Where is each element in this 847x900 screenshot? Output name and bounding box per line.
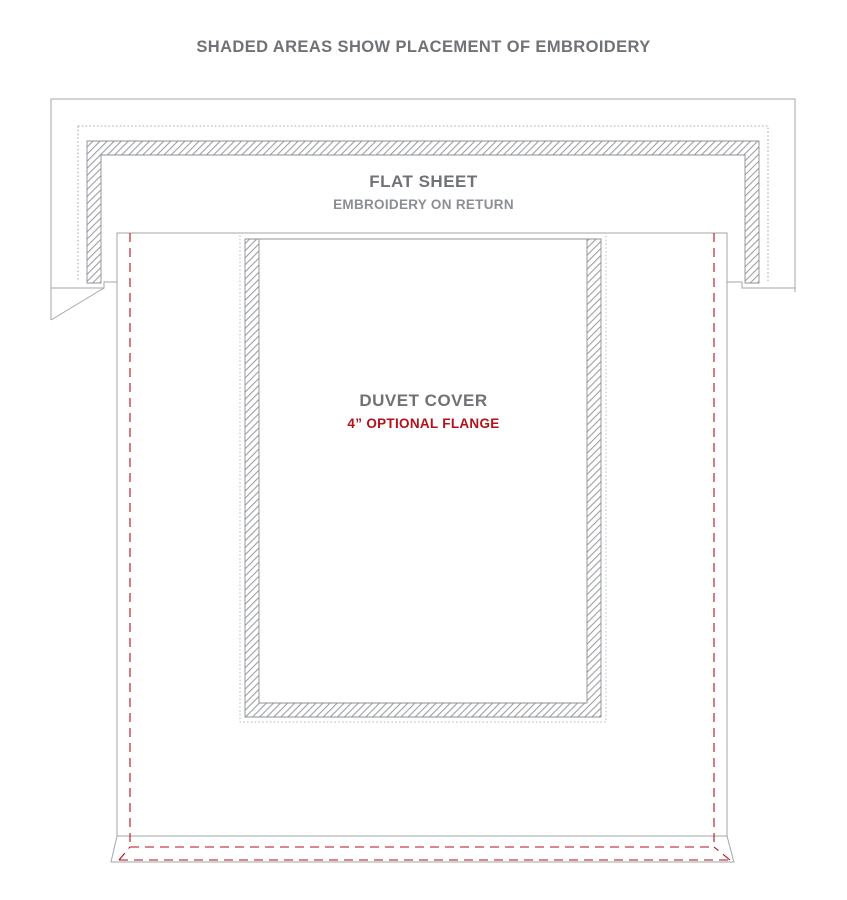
duvet-cover-shape: [111, 233, 734, 862]
duvet-cover-label: DUVET COVER: [359, 391, 488, 410]
duvet-cover-sublabel: 4” OPTIONAL FLANGE: [347, 416, 500, 431]
diagram-title: SHADED AREAS SHOW PLACEMENT OF EMBROIDERY: [196, 38, 651, 56]
flat-sheet-label: FLAT SHEET: [369, 172, 478, 191]
flat-sheet-sublabel: EMBROIDERY ON RETURN: [333, 197, 514, 212]
